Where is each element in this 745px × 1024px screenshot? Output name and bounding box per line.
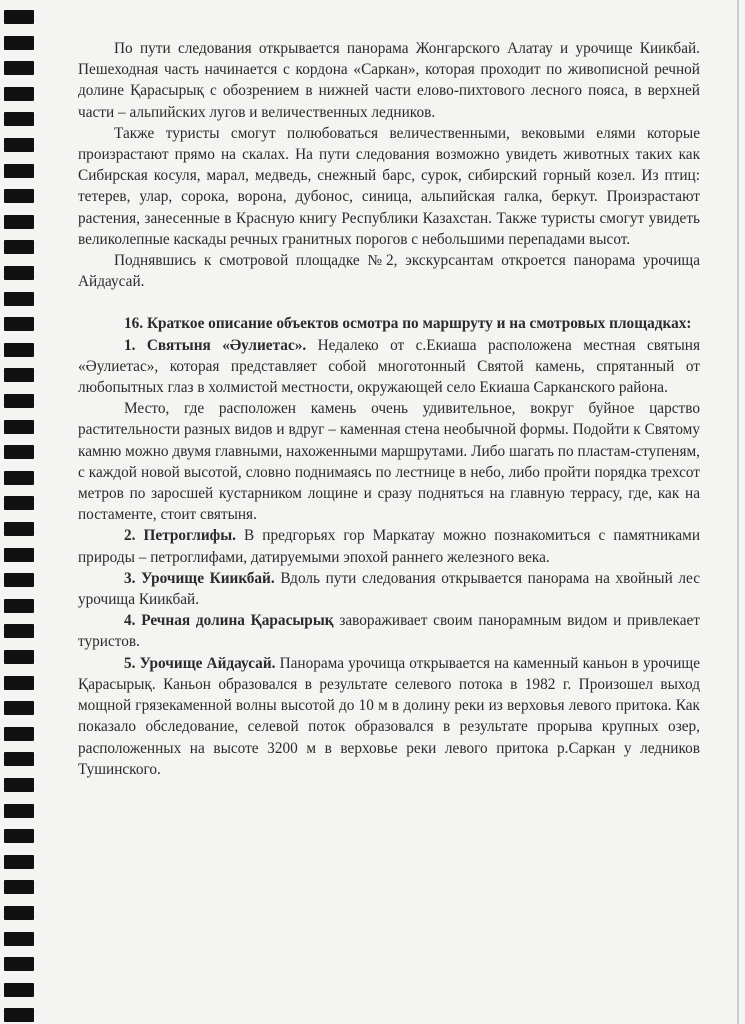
item-kiikbai	[78, 568, 700, 610]
binding-hole	[4, 701, 34, 715]
binding-hole	[4, 138, 34, 152]
binding-hole	[4, 650, 34, 664]
item-aidausai	[78, 653, 700, 780]
binding-hole	[4, 164, 34, 178]
binding-hole	[4, 727, 34, 741]
document-page	[78, 38, 700, 780]
binding-hole	[4, 804, 34, 818]
item-auliyetas	[78, 335, 700, 399]
item-title: 4. Речная долина Қарасырық	[124, 612, 334, 630]
binding-hole	[4, 394, 34, 408]
item-title: 2. Петроглифы.	[124, 527, 236, 545]
item-text: Панорама урочища открывается на каменный каньон в урочище Қарасырық. Каньон образовался в результате селевого потока в 1982 г. Произошел выход мощной грязекаменной волны высотой до 10 м в долину реки из верховья левого притока. Как показало обследование, селевой поток образовался в результате прорыва крупных озер, расположенных на высоте 3200 м в верховье реки левого притока р.Саркан у ледников Тушинского.	[78, 654, 700, 778]
item-petroglyphs	[78, 525, 700, 567]
item-text: Недалеко от с.Екиаша расположена местная святыня «Әулиетас», которая представляет собой многотонный Святой камень, спрятанный от любопытных глаз в холмистой местности, окружающей село Екиаша Сарканского района.	[78, 336, 700, 397]
binding-hole	[4, 189, 34, 203]
binding-hole	[4, 778, 34, 792]
binding-hole	[4, 317, 34, 331]
binding-hole	[4, 266, 34, 280]
binding-hole	[4, 855, 34, 869]
section-heading: 16. Краткое описание объектов осмотра по маршруту и на смотровых площадках:	[124, 315, 692, 333]
binding-hole	[4, 240, 34, 254]
binding-hole	[4, 573, 34, 587]
binding-hole	[4, 10, 34, 24]
binding-hole	[4, 983, 34, 997]
binding-hole	[4, 752, 34, 766]
item-text: В предгорьях гор Маркатау можно познакомиться с памятниками природы – петроглифами, датируемыми эпохой раннего железного века.	[78, 527, 701, 566]
page-edge-line	[737, 0, 739, 1024]
binding-hole	[4, 368, 34, 382]
binding-hole	[4, 471, 34, 485]
item-title: 1. Святыня «Әулиетас».	[124, 336, 307, 354]
binding-hole	[4, 624, 34, 638]
binding-hole	[4, 548, 34, 562]
binding-hole	[4, 829, 34, 843]
binding-hole	[4, 932, 34, 946]
binding-hole	[4, 445, 34, 459]
item-text: Место, где расположен камень очень удивительное, вокруг буйное царство растительности разных видов и вдруг – каменная стена необычной формы. Подойти к Святому камню можно двумя главными, нахоженными маршрутами. Либо шагать по пластам-ступеням, с каждой новой высотой, словно поднимаясь по лестнице в небо, либо пройти порядка трехсот метров по заросшей кустарником лощине и сразу подняться на главную террасу, где, как на постаменте, стоит святыня.	[78, 400, 700, 524]
item-karasyryk	[78, 610, 700, 652]
item-auliyetas-description	[78, 398, 700, 525]
paragraph-wildlife: Также туристы смогут полюбоваться величественными, вековыми елями которые произрастают прямо на скалах. На пути следования возможно увидеть животных таких как Сибирская косуля, марал, медведь, снежный барс, сурок, сибирский горный козел. Из птиц: тетерев, улар, сорока, ворона, дубонос, синица, альпийская галка, беркут. Произрастают растения, занесенные в Красную книгу Республики Казахстан. Также туристы смогут увидеть великолепные каскады речных гранитных порогов с небольшими перепадами высот.	[78, 124, 700, 248]
binding-hole	[4, 906, 34, 920]
item-text: Вдоль пути следования открывается панорама на хвойный лес урочища Киикбай.	[78, 569, 700, 609]
binding-hole	[4, 496, 34, 510]
binding-hole	[4, 292, 34, 306]
binding-hole	[4, 676, 34, 690]
binding-hole	[4, 1008, 34, 1022]
binding-hole	[4, 343, 34, 357]
item-title: 3. Урочище Киикбай.	[124, 569, 275, 587]
binding-hole	[4, 215, 34, 229]
spiral-binding	[0, 0, 40, 1024]
item-title: 5. Урочище Айдаусай.	[124, 654, 276, 672]
paragraph-viewpoint-2: Поднявшись к смотровой площадке №2, экскурсантам откроется панорама урочища Айдаусай.	[78, 252, 700, 291]
binding-hole	[4, 87, 34, 101]
binding-hole	[4, 957, 34, 971]
binding-hole	[4, 880, 34, 894]
binding-hole	[4, 36, 34, 50]
binding-hole	[4, 420, 34, 434]
binding-hole	[4, 599, 34, 613]
binding-hole	[4, 112, 34, 126]
item-text: завораживает своим панорамным видом и привлекает туристов.	[78, 612, 700, 651]
binding-hole	[4, 522, 34, 536]
paragraph-route-panorama: По пути следования открывается панорама Жонгарского Алатау и урочище Киикбай. Пешеходная часть начинается с кордона «Саркан», которая проходит по живописной речной долине Қарасырық с обозрением в нижней части елово-пихтового лесного пояса, в верхней части – альпийских лугов и величественных ледников.	[78, 40, 700, 121]
binding-hole	[4, 61, 34, 75]
